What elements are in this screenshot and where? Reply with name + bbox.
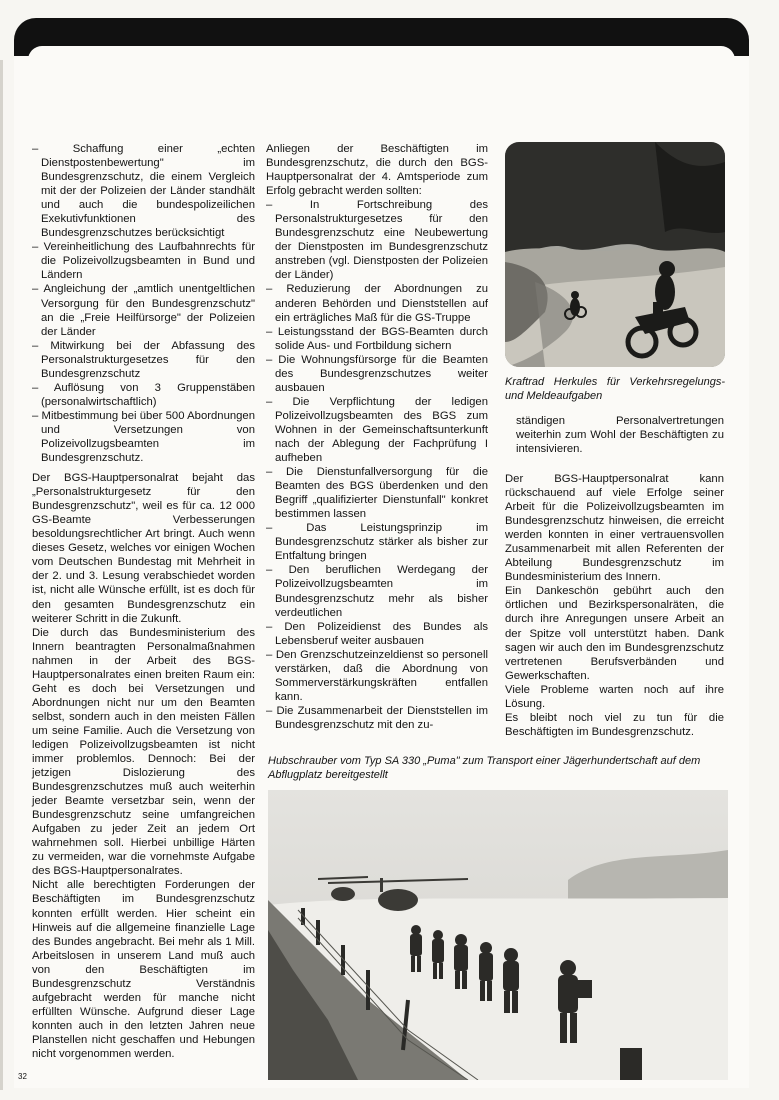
text-column-3-continuation [516,414,724,456]
helicopter-caption: Hubschrauber vom Typ SA 330 „Puma" zum Transport einer Jägerhundertschaft auf dem Abflugplatz bereitgestellt [268,755,701,781]
paragraph: Viele Probleme warten noch auf ihre Lösung. [505,683,724,710]
paragraph: Der BGS-Hauptpersonalrat kann rückschauend auf viele Erfolge seiner Arbeit für die Polizeivollzugsbeamten im Bundesgrenzschutz hinweisen, die erreicht werden konnten in einer vertrauensvollen Zusammenarbeit mit allen Referenten der Abteilung Bundesgrenzschutz im Bundesministerium des Innern. [505,473,724,584]
list-item: – Schaffung einer „echten Dienstpostenbewertung" im Bundesgrenzschutz, die einem Vergleich mit der der Polizeien der Länder standhält und auch die bundespolizeilichen Exekutivfunktionen des Bundesgrenzschutzes berücksichtigt [32,143,255,240]
header-bar-inner [28,46,735,60]
list-item: – Die Wohnungsfürsorge für die Beamten des Bundesgrenzschutzes weiter ausbauen [266,353,488,394]
paragraph: Es bleibt noch viel zu tun für die Beschäftigten im Bundesgrenzschutz. [505,711,724,738]
paragraph: Ein Dankeschön gebührt auch den örtlichen und Bezirkspersonalräten, die durch ihre Anregungen unsere Arbeit an der Spitze voll unterstützt haben. Dank sagen wir auch den im Bundesgrenzschutz vertretenen Berufsverbänden und Gewerkschaften. [505,585,724,682]
list-item: – Mitwirkung bei der Abfassung des Personalstrukturgesetzes für den Bundesgrenzschutz [32,339,255,380]
list-item: – Den Grenzschutzeinzeldienst so personell verstärken, daß die Abordnung von Sommerverstärkungskräften entfallen kann. [266,648,488,703]
text-column-2 [266,142,488,732]
list-item: – Die Dienstunfallversorgung für die Beamten des BGS überdenken und den Begriff „qualifizierter Dienstunfall" konkret bestimmen lassen [266,466,488,521]
list-item: – Den Polizeidienst des Bundes als Lebensberuf weiter ausbauen [266,620,488,647]
helicopter-photo [268,790,728,1080]
list-item: – Angleichung der „amtlich unentgeltlichen Versorgung für den Bundesgrenzschutz" an die „Freie Heilfürsorge" der Polizeien der Länder [32,283,255,338]
page-edge-shadow [0,60,3,1090]
helicopter-photo-graphic [268,790,728,1080]
text-column-3 [505,472,724,739]
column3-continuation-text: ständigen Personalvertretungen weiterhin zum Wohl der Beschäftigten zu intensivieren. [516,415,724,456]
paragraph: Anliegen der Beschäftigten im Bundesgrenzschutz, die durch den BGS-Hauptpersonalrat der 4. Amtsperiode zum Erfolg gebracht werden sollten: [266,143,488,198]
list-item: – Reduzierung der Abordnungen zu anderen Behörden und Dienststellen auf ein erträgliches Maß für die GS-Truppe [266,283,488,324]
motorcycle-photo-graphic [505,142,725,367]
list-item: – Den beruflichen Werdegang der Polizeivollzugsbeamten im Bundesgrenzschutz mehr als bisher verdeutlichen [266,564,488,619]
paragraph: Nicht alle berechtigten Forderungen der Beschäftigten im Bundesgrenzschutz konnten erfüllt werden. Hier scheint ein Hinweis auf die allgemeine finanzielle Lage des Bundes angebracht. Bei mehr als 1 Mill. Arbeitslosen in unserem Land muß auch von den Beschäftigten im Bundesgrenzschutz Verständnis aufgebracht werden für manche nicht erfüllten Wünsche. Aufgrund dieser Lage konnten auch in den letzten Jahren neue Planstellen nicht geschaffen und Hebungen nicht vorgenommen werden. [32,879,255,1060]
list-item: – Mitbestimmung bei über 500 Abordnungen und Versetzungen von Polizeivollzugsbeamten im Bundesgrenzschutz. [32,409,255,465]
paragraph: Der BGS-Hauptpersonalrat bejaht das „Personalstrukturgesetz für den Bundesgrenzschutz", weil es für ca. 12 000 GS-Beamte Verbesserungen besoldungsrechtlicher Art bringt. Auch wenn dieses Gesetz, welches vor einigen Wochen vom Deutschen Bundestag mit Mehrheit in der 2. und 3. Lesung verabschiedet worden ist, nicht alle Wünsche erfüllt, ist es doch für den gesamten Bundesgrenzschutz ein weiterer Schritt in die Zukunft. [32,472,255,625]
list-item: – Auflösung von 3 Gruppenstäben (personalwirtschaftlich) [32,381,255,408]
motorcycle-photo [505,142,725,367]
list-item: – Die Zusammenarbeit der Dienststellen im Bundesgrenzschutz mit den zu- [266,704,488,731]
list-item: – Das Leistungsprinzip im Bundesgrenzschutz stärker als bisher zur Entfaltung bringen [266,522,488,563]
page-number: 32 [18,1072,27,1081]
list-item: – In Fortschreibung des Personalstrukturgesetzes für den Bundesgrenzschutz eine Neubewertung der Dienstposten im Bundesgrenzschutz anstreben (vgl. Dienstposten der Polizeien der Länder) [266,199,488,282]
motorcycle-caption: Kraftrad Herkules für Verkehrsregelungs- und Meldeaufgaben [505,376,725,402]
paragraph: Die durch das Bundesministerium des Innern beantragten Personalmaßnahmen nahmen in der Arbeit des BGS-Hauptpersonalrates einen breiten Raum ein: Geht es doch bei Versetzungen und Abordnungen nicht nur um den Beamten selbst, sondern auch in den meisten Fällen um seine Familie. Auch die Versetzung von ledigen Polizeivollzugsbeamten ist nicht immer problemlos. Dennoch: Bei der jetzigen Dislozierung des Bundesgrenzschutzes muß auch weiterhin jeder Beamte versetzbar sein, wenn der Bundesgrenzschutz seine umfangreichen Aufgaben zu jeder Zeit an jedem Ort wahrnehmen soll. Hierbei unbillige Härten zu vermeiden, war die vornehmste Aufgabe des BGS-Hauptpersonalrates. [32,626,255,878]
text-column-1 [32,142,255,1061]
list-item: – Die Verpflichtung der ledigen Polizeivollzugsbeamten des BGS zum Wohnen in der Gemeinschaftsunterkunft nach der Ablegung der Fachprüfung I aufheben [266,395,488,465]
list-item: – Leistungsstand der BGS-Beamten durch solide Aus- und Fortbildung sichern [266,325,488,352]
list-item: – Vereinheitlichung des Laufbahnrechts für die Polizeivollzugsbeamten in Bund und Ländern [32,241,255,282]
